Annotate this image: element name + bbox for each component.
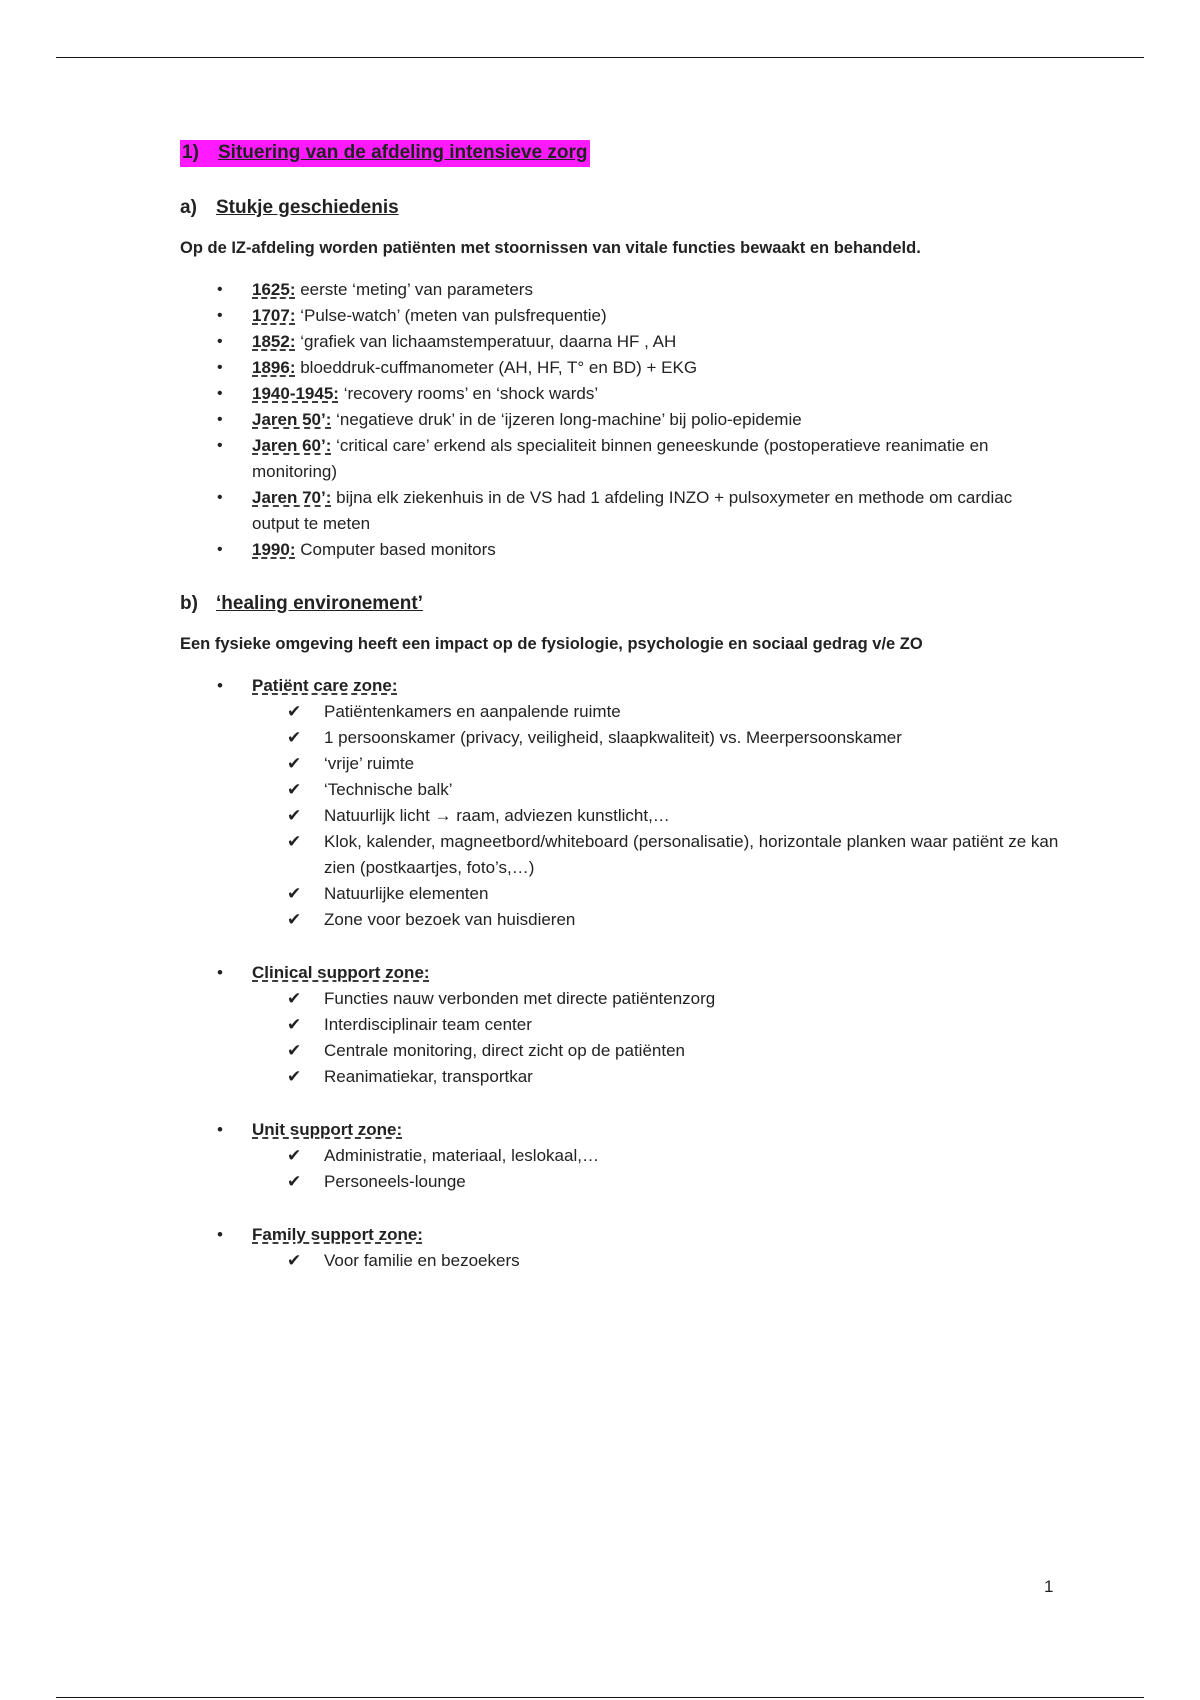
checklist-item-text: Natuurlijk licht → raam, adviezen kunstlicht,… [324,806,670,825]
zone-item [180,673,1060,933]
history-item-text: ‘recovery rooms’ en ‘shock wards’ [338,384,599,403]
checkmark-icon: ✔ [287,910,302,929]
checklist-item-text: Interdisciplinair team center [324,1015,532,1034]
bullet-icon: • [217,676,223,695]
checkmark-icon: ✔ [287,1251,302,1270]
checkmark-icon: ✔ [287,884,302,903]
checkmark-icon: ✔ [287,780,302,799]
bullet-icon: • [217,281,223,298]
history-item-text: ‘grafiek van lichaamstemperatuur, daarna HF , AH [295,332,677,351]
checklist-item [252,1012,1060,1038]
checklist-item [252,829,1060,881]
checklist-item-text: ‘Technische balk’ [324,780,453,799]
history-item [180,537,1060,563]
document-body [180,140,1060,1274]
checklist-item [252,751,1060,777]
zone-title-text: Family support zone: [252,1225,423,1244]
zone-item [180,960,1060,1090]
history-item-text: ‘negatieve druk’ in de ‘ijzeren long-machine’ bij polio-epidemie [331,410,802,429]
zone-title [252,1117,1060,1143]
checklist-item-text: Functies nauw verbonden met directe patiëntenzorg [324,989,716,1008]
checklist-item [252,725,1060,751]
checklist-item [252,777,1060,803]
zone-title-text: Unit support zone: [252,1120,403,1139]
history-item-key: Jaren 60’: [252,436,332,455]
checkmark-icon: ✔ [287,1067,302,1086]
history-item-key: 1852: [252,332,296,351]
checklist-item-text: Personeels-lounge [324,1172,466,1191]
history-item-key: 1940-1945: [252,384,339,403]
zones-list [180,673,1060,1274]
bullet-icon: • [217,437,223,454]
history-item-text: eerste ‘meting’ van parameters [295,280,533,299]
checkmark-icon: ✔ [287,702,302,721]
healing-heading [180,592,1060,616]
zone-item [180,1117,1060,1195]
history-item [180,433,1060,485]
checklist-item [252,803,1060,829]
section-title: Situering van de afdeling intensieve zorg [218,142,588,163]
checklist-item [252,881,1060,907]
history-item-text: bloeddruk-cuffmanometer (AH, HF, T° en BD) + EKG [295,358,698,377]
bullet-icon: • [217,489,223,506]
zone-title [252,960,1060,986]
checklist-item [252,986,1060,1012]
history-item [180,329,1060,355]
checklist-item [252,1064,1060,1090]
checklist-item-text: ‘vrije’ ruimte [324,754,415,773]
zone-title [252,1222,1060,1248]
history-item [180,407,1060,433]
checkmark-icon: ✔ [287,728,302,747]
checklist-item-text: Patiëntenkamers en aanpalende ruimte [324,702,621,721]
checklist-item-text: Klok, kalender, magneetbord/whiteboard (personalisatie), horizontale planken waar patiënt ze kan zien (postkaartjes, foto’s,…) [324,832,1059,877]
healing-heading-number: b) [180,593,198,614]
zone-checklist [252,1143,1060,1195]
checklist-item-text: 1 persoonskamer (privacy, veiligheid, slaapkwaliteit) vs. Meerpersoonskamer [324,728,902,747]
history-item [180,485,1060,537]
bullet-icon: • [217,359,223,376]
checklist-item [252,1143,1060,1169]
bullet-icon: • [217,411,223,428]
zone-item [180,1222,1060,1274]
bullet-icon: • [217,333,223,350]
checklist-item-text: Zone voor bezoek van huisdieren [324,910,576,929]
history-item-text: ‘critical care’ erkend als specialiteit binnen geneeskunde (postoperatieve reanimatie en monitoring) [252,436,989,481]
zone-title [252,673,1060,699]
bullet-icon: • [217,1225,223,1244]
checklist-item-text: Reanimatiekar, transportkar [324,1067,533,1086]
healing-intro: Een fysieke omgeving heeft een impact op de fysiologie, psychologie en sociaal gedrag v/e ZO [180,635,923,653]
checklist-item-text: Voor familie en bezoekers [324,1251,520,1270]
checkmark-icon: ✔ [287,1146,302,1165]
history-heading-number: a) [180,197,197,218]
zone-checklist [252,986,1060,1090]
checkmark-icon: ✔ [287,1172,302,1191]
history-heading-text: Stukje geschiedenis [216,197,399,218]
checklist-item [252,699,1060,725]
history-item-key: 1990: [252,540,296,559]
history-item-text: Computer based monitors [295,540,496,559]
zone-title-text: Patiënt care zone: [252,676,398,695]
history-item [180,303,1060,329]
healing-heading-text: ‘healing environement’ [216,593,423,614]
checklist-item-text: Centrale monitoring, direct zicht op de patiënten [324,1041,685,1060]
checklist-item [252,1169,1060,1195]
zone-title-text: Clinical support zone: [252,963,430,982]
checklist-item-text: Natuurlijke elementen [324,884,489,903]
history-item [180,381,1060,407]
checklist-item-text: Administratie, materiaal, leslokaal,… [324,1146,599,1165]
history-item-text: ‘Pulse-watch’ (meten van pulsfrequentie) [295,306,607,325]
zone-checklist [252,1248,1060,1274]
bullet-icon: • [217,385,223,402]
section-number: 1) [182,142,199,163]
checkmark-icon: ✔ [287,832,302,851]
bullet-icon: • [217,307,223,324]
history-item-key: Jaren 70’: [252,488,332,507]
checkmark-icon: ✔ [287,989,302,1008]
page-number: 1 [1044,1577,1054,1596]
history-item-key: 1896: [252,358,296,377]
history-item [180,355,1060,381]
checklist-item [252,1248,1060,1274]
checkmark-icon: ✔ [287,754,302,773]
checklist-item [252,1038,1060,1064]
history-heading [180,196,1060,220]
history-item-key: Jaren 50’: [252,410,332,429]
bullet-icon: • [217,541,223,558]
zone-checklist [252,699,1060,933]
checkmark-icon: ✔ [287,1041,302,1060]
history-item-text: bijna elk ziekenhuis in de VS had 1 afdeling INZO + pulsoxymeter en methode om cardiac output te meten [252,488,1013,533]
history-item [180,277,1060,303]
history-item-key: 1707: [252,306,296,325]
checkmark-icon: ✔ [287,806,302,825]
history-intro: Op de IZ-afdeling worden patiënten met stoornissen van vitale functies bewaakt en behandeld. [180,239,921,257]
checkmark-icon: ✔ [287,1015,302,1034]
bullet-icon: • [217,963,223,982]
history-item-key: 1625: [252,280,296,299]
bullet-icon: • [217,1120,223,1139]
section-heading [180,140,590,167]
history-list [180,277,1060,563]
header-rule [56,57,1144,58]
checklist-item [252,907,1060,933]
footer-rule [56,1697,1144,1698]
